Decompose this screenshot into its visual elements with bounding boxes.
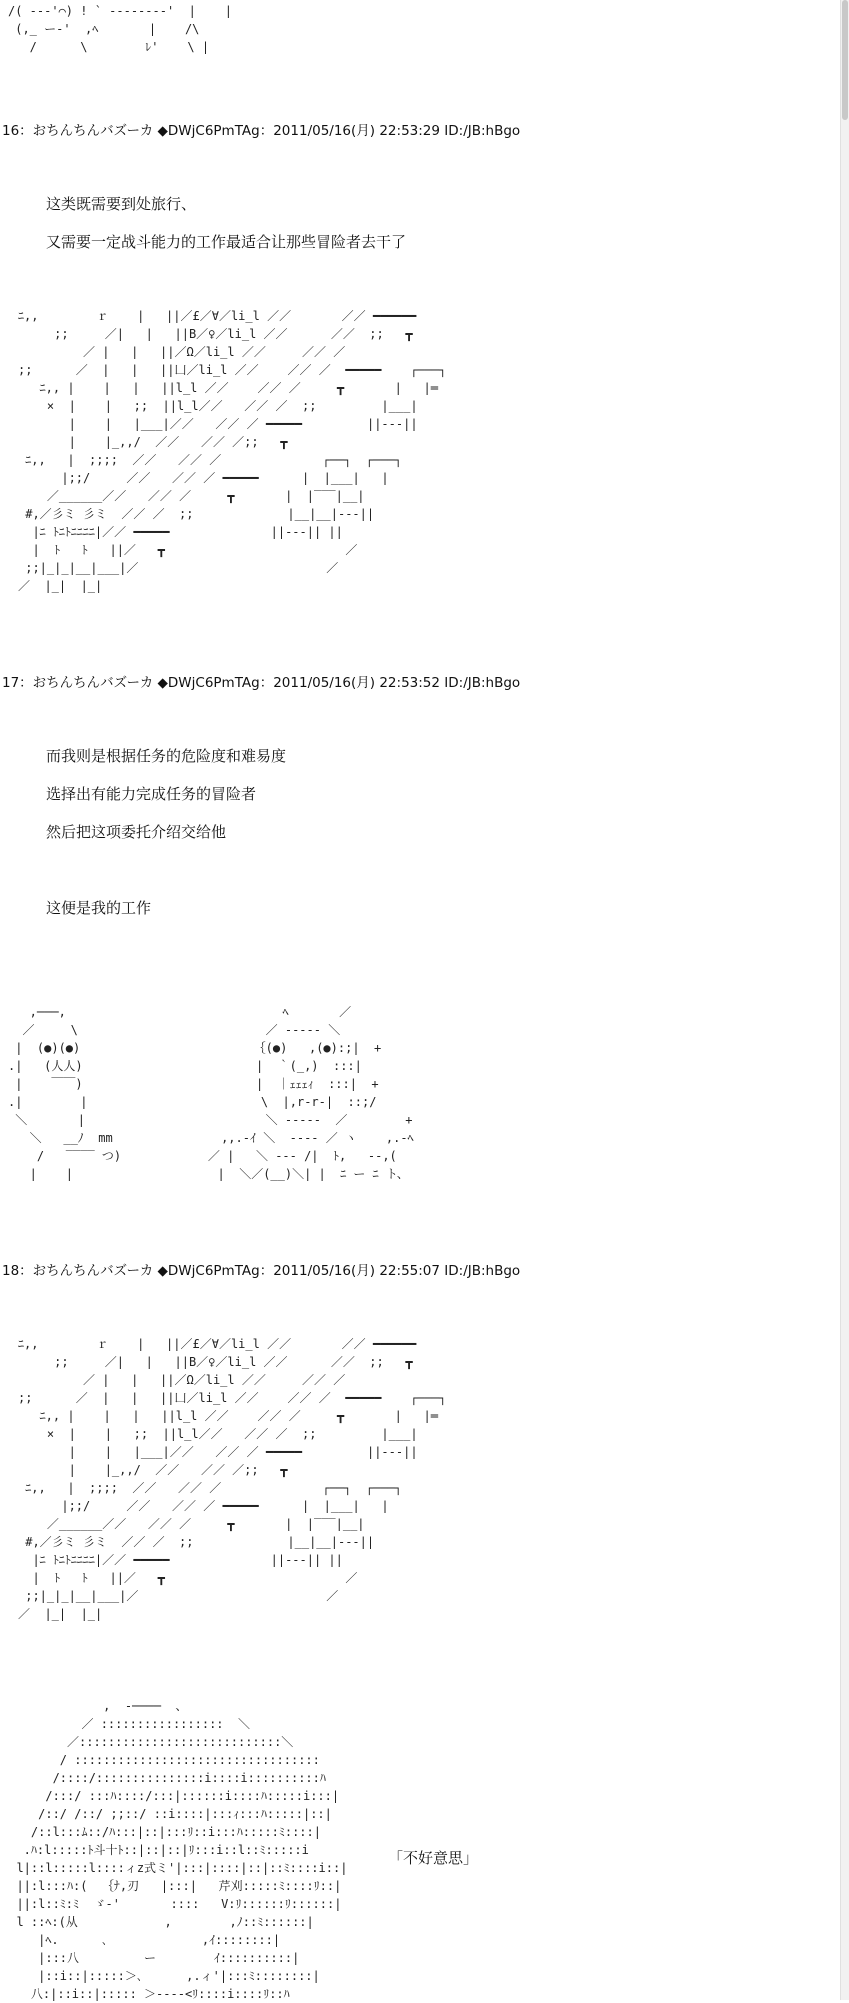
post-18-quote: 「不好意思」 — [388, 1849, 479, 1867]
post-17-line-3: 然后把这项委托介绍交给他 — [46, 823, 227, 841]
page-scrollbar-thumb[interactable] — [842, 0, 848, 120]
ascii-art-top-fragment: /( ‐-‐'⌒) ! ` ‐‐‐‐‐‐‐‐' | | (,_ ー-' ,ﾍ | /\ / \ ﾚ' \ | — [8, 4, 232, 54]
ascii-art-stairs-scene: ﾆ,, ｒ | ||／£／∀／li_l ／／ ／／ ━━━━━━ ;; ／| | ||B／♀／li_l ／／ ／／ ;; ┳ ／ | | ||／Ω／li_l ／／ ／／ ／ ;; ／ | | ||凵／li_l ／／ ／／ ／ ━━━━━ ┌───┐ ﾆ,, | | | ||l_l ／／ ／／ ／ ┳ | |═ × | | ;; ||l_l／／ ／／ ／ ;; |___| | | |___|／／ ／／ ／ ━━━━━ ||‐‐‐|| | |_,,/ ／／ ／／ ／;; ┳ ﾆ,, | ;;;; ／／ ／／ ／ ┌──┐ ┌───┐ |;;/ ／／ ／／ ／ ━━━━━ | |___| | ／______／／ ／／ ／ ┳ | |‾‾‾|__| #,／彡ミ 彡ミ ／／ ／ ;; |__|__|‐‐‐|| |ﾆ ﾄﾆﾄﾆﾆﾆﾆ|／／ ━━━━━ ||‐‐‐|| || | ﾄ ﾄ ||／ ┳ ／ ;;|_|_|__|___|／ ／ ／ |_| |_| — [18, 309, 447, 593]
post-18-header: 18：おちんちんバズーカ ◆DWjC6PmTAg：2011/05/16(月) 22:55:07 ID:/JB:hBgo — [2, 1263, 521, 1279]
post-16-line-2: 又需要一定战斗能力的工作最适合让那些冒险者去干了 — [46, 233, 407, 251]
post-16-header: 16：おちんちんバズーカ ◆DWjC6PmTAg：2011/05/16(月) 22:53:29 ID:/JB:hBgo — [2, 123, 521, 139]
ascii-art-faces-scene: ,───, ﾍ ／ ／ \ ／ ‐‐‐‐‐ ＼ | (●)(●) ｛(●) ,(●):;| + .| (人人) | ｀(_,) :::| | ￣￣) | ｜ｪｪｪｨ :::| + .| | \ |,r‐r‐| ::;/ ＼ | ＼ ‐‐‐‐‐ ／ + ＼ __ﾉ mm ,,.‐ｲ ＼ ‐‐‐‐ ／ ヽ ,.‐ﾍ / ‾‾‾‾ つ) ／ | ＼ ‐‐‐ /| ﾄ, ‐‐,( | | | ＼／(__)＼| | ﾆ ー ﾆ ト、 — [8, 1005, 414, 1181]
post-17-line-1: 而我则是根据任务的危险度和难易度 — [46, 747, 287, 765]
ascii-art-stairs-scene-2: ﾆ,, ｒ | ||／£／∀／li_l ／／ ／／ ━━━━━━ ;; ／| | ||B／♀／li_l ／／ ／／ ;; ┳ ／ | | ||／Ω／li_l ／／ ／／ ／ ;; ／ | | ||凵／li_l ／／ ／／ ／ ━━━━━ ┌───┐ ﾆ,, | | | ||l_l ／／ ／／ ／ ┳ | |═ × | | ;; ||l_l／／ ／／ ／ ;; |___| | | |___|／／ ／／ ／ ━━━━━ ||‐‐‐|| | |_,,/ ／／ ／／ ／;; ┳ ﾆ,, | ;;;; ／／ ／／ ／ ┌──┐ ┌───┐ |;;/ ／／ ／／ ／ ━━━━━ | |___| | ／______／／ ／／ ／ ┳ | |‾‾‾|__| #,／彡ミ 彡ミ ／／ ／ ;; |__|__|‐‐‐|| |ﾆ ﾄﾆﾄﾆﾆﾆﾆ|／／ ━━━━━ ||‐‐‐|| || | ﾄ ﾄ ||／ ┳ ／ ;;|_|_|__|___|／ ／ ／ |_| |_| — [18, 1337, 447, 1621]
post-17-line-2: 选择出有能力完成任务的冒险者 — [46, 785, 257, 803]
post-17-header: 17：おちんちんバズーカ ◆DWjC6PmTAg：2011/05/16(月) 22:53:52 ID:/JB:hBgo — [2, 675, 521, 691]
post-16-line-1: 这类既需要到处旅行、 — [46, 195, 197, 213]
page-scrollbar[interactable] — [840, 0, 849, 2000]
post-17-line-4: 这便是我的工作 — [46, 899, 152, 917]
ascii-art-girl-scene: , ‐──── 、 ／ ::::::::::::::::: ＼ ／::::::::::::::::::::::::::::＼ / :::::::::::::::::::::::::::::::::: /::::/:::::::::::::::i::::i::::::::::ﾊ /:::/ :::ﾊ::::/:::|::::::i::::ﾊ:::::i:::| /::/ /::/ ;;::/ ::i::::|:::ｨ:::ﾊ:::::|::| /::l:::ﾑ::/ﾊ:::|::|:::ﾘ::i:::ﾊ:::::ﾐ::::| .ﾊ:l:::::ﾄ斗十ﾄ::|::|::|ﾘ:::i::l::ﾐ:::::i l|::l:::::l::::ィz式ミ'|:::|::::|::|::ﾐ::::i::| ||:l:::ﾊ:( ｛ﾅ,刃 |:::| 芹刈:::::ﾐ::::ﾘ::| ||:l::ﾐ:ﾐ ゞ‐' :::: V:ﾘ::::::ﾘ::::::| l ::ﾍ:(从 , ,ﾉ::ﾐ::::::| |ﾍ. ､ ,ｲ::::::::| |:::八 ー ｲ::::::::::| |::i::|:::::＞､ ,.ィ'|:::ﾐ::::::::| 八:|::i::|::::: ＞‐‐‐‐<ﾘ::::i::::ﾘ::ﾊ — [16, 1699, 348, 2001]
